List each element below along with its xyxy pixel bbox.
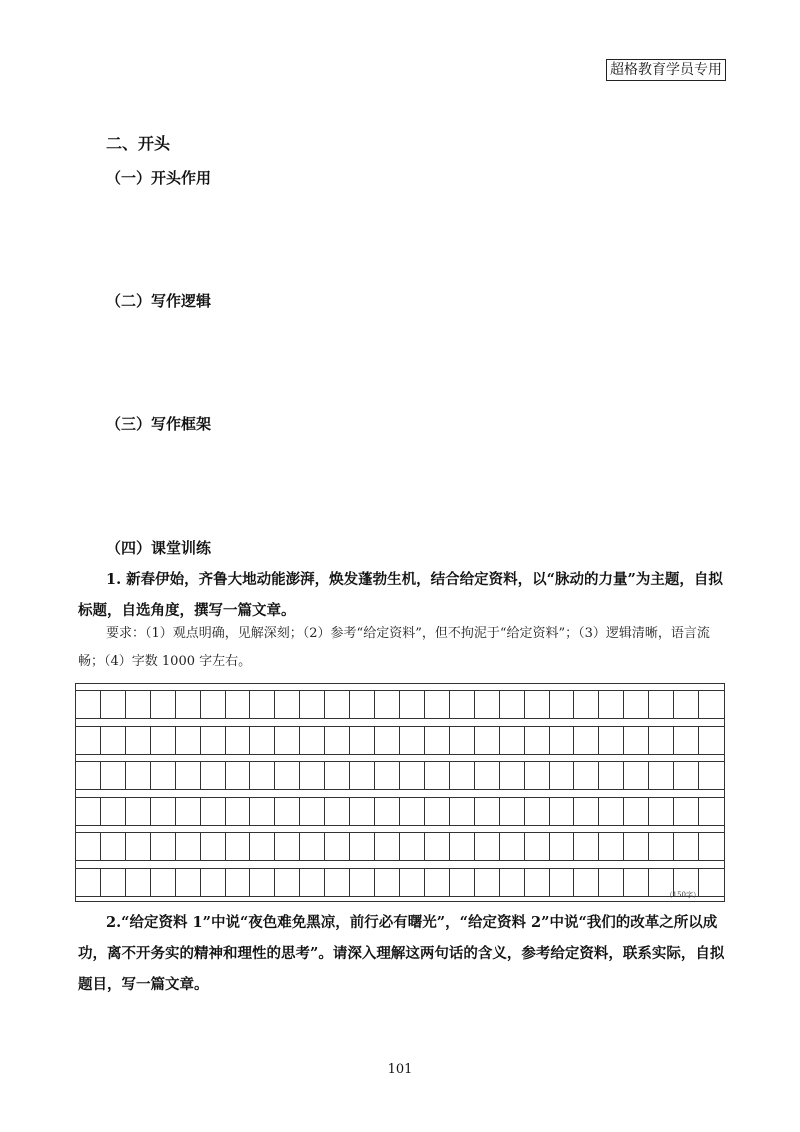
grid-cell[interactable] <box>76 690 101 718</box>
grid-cell[interactable] <box>450 690 475 718</box>
exercise-2-prompt: 2.“给定资料 1”中说“夜色难免黑凉，前行必有曙光”，“给定资料 2”中说“我们的改革之所以成功，离不开务实的精神和理性的思考”。请深入理解这两句话的含义，参考给定资料，联系实际，自拟题目，写一篇文章。 <box>78 914 725 993</box>
grid-row <box>76 797 724 825</box>
grid-cell[interactable] <box>375 726 400 754</box>
grid-cell[interactable] <box>300 832 325 860</box>
grid-cell[interactable] <box>599 690 624 718</box>
grid-cell[interactable] <box>300 868 325 896</box>
grid-cell[interactable] <box>400 726 425 754</box>
grid-cell[interactable] <box>649 690 674 718</box>
grid-cell[interactable] <box>300 726 325 754</box>
grid-cell[interactable] <box>300 761 325 789</box>
grid-cell[interactable] <box>201 690 226 718</box>
grid-cell[interactable] <box>201 832 226 860</box>
grid-cell[interactable] <box>649 868 674 896</box>
grid-cell[interactable] <box>500 690 525 718</box>
grid-cell[interactable] <box>400 832 425 860</box>
grid-cell[interactable] <box>450 868 475 896</box>
grid-cell[interactable] <box>201 761 226 789</box>
subsection-opening-function: （一）开头作用 <box>106 169 212 187</box>
grid-cell[interactable] <box>649 761 674 789</box>
grid-cell[interactable] <box>674 797 699 825</box>
grid-cell[interactable] <box>525 868 550 896</box>
grid-cell[interactable] <box>699 797 724 825</box>
grid-cell[interactable] <box>126 797 151 825</box>
grid-cell[interactable] <box>475 797 500 825</box>
grid-cell[interactable] <box>226 868 251 896</box>
grid-cell[interactable] <box>101 832 126 860</box>
grid-cell[interactable] <box>699 761 724 789</box>
grid-cell[interactable] <box>574 761 599 789</box>
grid-cell[interactable] <box>350 797 375 825</box>
grid-cell[interactable] <box>425 690 450 718</box>
grid-cell[interactable] <box>176 832 201 860</box>
grid-cell[interactable] <box>325 690 350 718</box>
grid-cell[interactable] <box>76 726 101 754</box>
writing-grid[interactable] <box>75 683 725 902</box>
grid-cell[interactable] <box>250 690 275 718</box>
grid-row <box>76 761 724 789</box>
grid-cell[interactable] <box>375 868 400 896</box>
grid-cell[interactable] <box>201 868 226 896</box>
grid-cell[interactable] <box>674 761 699 789</box>
grid-cell[interactable] <box>550 761 575 789</box>
grid-cell[interactable] <box>500 832 525 860</box>
grid-cell[interactable] <box>649 832 674 860</box>
grid-cell[interactable] <box>574 797 599 825</box>
grid-cell[interactable] <box>624 761 649 789</box>
grid-cell[interactable] <box>250 868 275 896</box>
grid-cell[interactable] <box>699 726 724 754</box>
grid-cell[interactable] <box>599 868 624 896</box>
grid-cell[interactable] <box>475 868 500 896</box>
grid-cell[interactable] <box>699 832 724 860</box>
grid-row-bottom-line <box>76 789 724 790</box>
grid-cell[interactable] <box>624 690 649 718</box>
grid-cell[interactable] <box>624 726 649 754</box>
grid-cell[interactable] <box>325 761 350 789</box>
grid-cell[interactable] <box>151 868 176 896</box>
grid-cell[interactable] <box>350 832 375 860</box>
grid-cell[interactable] <box>76 868 101 896</box>
grid-cell[interactable] <box>76 797 101 825</box>
grid-cell[interactable] <box>624 868 649 896</box>
grid-cell[interactable] <box>599 726 624 754</box>
grid-cell[interactable] <box>475 726 500 754</box>
grid-row-bottom-line <box>76 825 724 826</box>
grid-cell[interactable] <box>126 832 151 860</box>
grid-cell[interactable] <box>350 726 375 754</box>
grid-cell[interactable] <box>500 868 525 896</box>
grid-cell[interactable] <box>674 868 699 896</box>
grid-cell[interactable] <box>126 868 151 896</box>
grid-cell[interactable] <box>325 832 350 860</box>
grid-cell[interactable] <box>76 832 101 860</box>
grid-cell[interactable] <box>450 797 475 825</box>
grid-cell[interactable] <box>624 832 649 860</box>
grid-cell[interactable] <box>450 832 475 860</box>
grid-cell[interactable] <box>151 761 176 789</box>
grid-cell[interactable] <box>101 726 126 754</box>
grid-cell[interactable] <box>525 832 550 860</box>
section-title: 二、开头 <box>106 134 171 153</box>
grid-cell[interactable] <box>275 797 300 825</box>
grid-cell[interactable] <box>674 832 699 860</box>
grid-cell[interactable] <box>325 726 350 754</box>
grid-cell[interactable] <box>101 690 126 718</box>
grid-cell[interactable] <box>126 690 151 718</box>
grid-cell[interactable] <box>201 797 226 825</box>
grid-cell[interactable] <box>475 832 500 860</box>
exercise-1-prompt: 1. 新春伊始，齐鲁大地动能澎湃，焕发蓬勃生机，结合给定资料，以“脉动的力量”为主题，自拟标题，自选角度，撰写一篇文章。 <box>78 571 723 619</box>
grid-cell[interactable] <box>350 690 375 718</box>
grid-cell[interactable] <box>226 832 251 860</box>
grid-cell[interactable] <box>226 797 251 825</box>
grid-cell[interactable] <box>674 726 699 754</box>
grid-cell[interactable] <box>425 832 450 860</box>
grid-cell[interactable] <box>275 690 300 718</box>
grid-cell[interactable] <box>699 690 724 718</box>
grid-row <box>76 868 724 896</box>
grid-cell[interactable] <box>176 726 201 754</box>
grid-row-bottom-line <box>76 718 724 719</box>
grid-row <box>76 832 724 860</box>
grid-cell[interactable] <box>599 797 624 825</box>
grid-cell[interactable] <box>550 726 575 754</box>
grid-cell[interactable] <box>599 761 624 789</box>
grid-cell[interactable] <box>101 797 126 825</box>
grid-row <box>76 690 724 718</box>
grid-cell[interactable] <box>325 868 350 896</box>
grid-cell[interactable] <box>176 761 201 789</box>
grid-row-bottom-line <box>76 860 724 861</box>
grid-cell[interactable] <box>176 690 201 718</box>
grid-cell[interactable] <box>126 726 151 754</box>
grid-cell[interactable] <box>176 797 201 825</box>
grid-cell[interactable] <box>400 868 425 896</box>
grid-cell[interactable] <box>176 868 201 896</box>
grid-cell[interactable] <box>101 868 126 896</box>
grid-cell[interactable] <box>649 726 674 754</box>
grid-cell[interactable] <box>400 690 425 718</box>
grid-cell[interactable] <box>425 726 450 754</box>
grid-cell[interactable] <box>250 797 275 825</box>
grid-cell[interactable] <box>226 761 251 789</box>
grid-cell[interactable] <box>674 690 699 718</box>
grid-cell[interactable] <box>574 832 599 860</box>
grid-cell[interactable] <box>151 726 176 754</box>
grid-cell[interactable] <box>201 726 226 754</box>
grid-cell[interactable] <box>76 761 101 789</box>
grid-cell[interactable] <box>275 761 300 789</box>
grid-cell[interactable] <box>525 690 550 718</box>
grid-cell[interactable] <box>574 868 599 896</box>
grid-cell[interactable] <box>275 868 300 896</box>
grid-cell[interactable] <box>475 690 500 718</box>
grid-cell[interactable] <box>375 761 400 789</box>
grid-row-bottom-line <box>76 754 724 755</box>
grid-cell[interactable] <box>574 690 599 718</box>
grid-cell[interactable] <box>500 726 525 754</box>
grid-cell[interactable] <box>300 690 325 718</box>
grid-cell[interactable] <box>226 726 251 754</box>
grid-cell[interactable] <box>275 832 300 860</box>
grid-cell[interactable] <box>300 797 325 825</box>
grid-cell[interactable] <box>151 797 176 825</box>
grid-cell[interactable] <box>550 797 575 825</box>
grid-cell[interactable] <box>425 761 450 789</box>
grid-cell[interactable] <box>350 761 375 789</box>
grid-cell[interactable] <box>375 690 400 718</box>
grid-row-bottom-line <box>76 896 724 897</box>
grid-cell[interactable] <box>350 868 375 896</box>
grid-cell[interactable] <box>525 761 550 789</box>
grid-cell[interactable] <box>525 797 550 825</box>
student-use-stamp: 超格教育学员专用 <box>606 59 726 81</box>
grid-cell[interactable] <box>550 832 575 860</box>
subsection-writing-framework: （三）写作框架 <box>106 415 212 433</box>
exercise-1-requirements: 要求：（1）观点明确，见解深刻；（2）参考“给定资料”，但不拘泥于“给定资料”；（3）逻辑清晰，语言流畅；（4）字数 1000 字左右。 <box>78 626 710 669</box>
grid-cell[interactable] <box>101 761 126 789</box>
grid-cell[interactable] <box>250 761 275 789</box>
grid-cell[interactable] <box>151 690 176 718</box>
grid-cell[interactable] <box>151 832 176 860</box>
grid-cell[interactable] <box>699 868 724 896</box>
grid-cell[interactable] <box>250 832 275 860</box>
grid-cell[interactable] <box>375 797 400 825</box>
grid-cell[interactable] <box>624 797 649 825</box>
grid-cell[interactable] <box>574 726 599 754</box>
page-number: 101 <box>387 1062 413 1077</box>
word-count-label: （150字） <box>665 891 700 899</box>
grid-cell[interactable] <box>599 832 624 860</box>
grid-cell[interactable] <box>425 797 450 825</box>
grid-cell[interactable] <box>500 761 525 789</box>
grid-cell[interactable] <box>375 832 400 860</box>
grid-cell[interactable] <box>250 726 275 754</box>
grid-cell[interactable] <box>450 761 475 789</box>
grid-cell[interactable] <box>550 690 575 718</box>
grid-cell[interactable] <box>550 868 575 896</box>
grid-cell[interactable] <box>525 726 550 754</box>
subsection-class-training: （四）课堂训练 <box>106 539 212 557</box>
grid-cell[interactable] <box>649 797 674 825</box>
grid-cell[interactable] <box>226 690 251 718</box>
grid-cell[interactable] <box>325 797 350 825</box>
grid-row <box>76 726 724 754</box>
grid-cell[interactable] <box>400 797 425 825</box>
subsection-writing-logic: （二）写作逻辑 <box>106 292 212 310</box>
grid-cell[interactable] <box>450 726 475 754</box>
grid-cell[interactable] <box>400 761 425 789</box>
grid-cell[interactable] <box>500 797 525 825</box>
grid-cell[interactable] <box>425 868 450 896</box>
grid-cell[interactable] <box>126 761 151 789</box>
grid-cell[interactable] <box>475 761 500 789</box>
grid-cell[interactable] <box>275 726 300 754</box>
